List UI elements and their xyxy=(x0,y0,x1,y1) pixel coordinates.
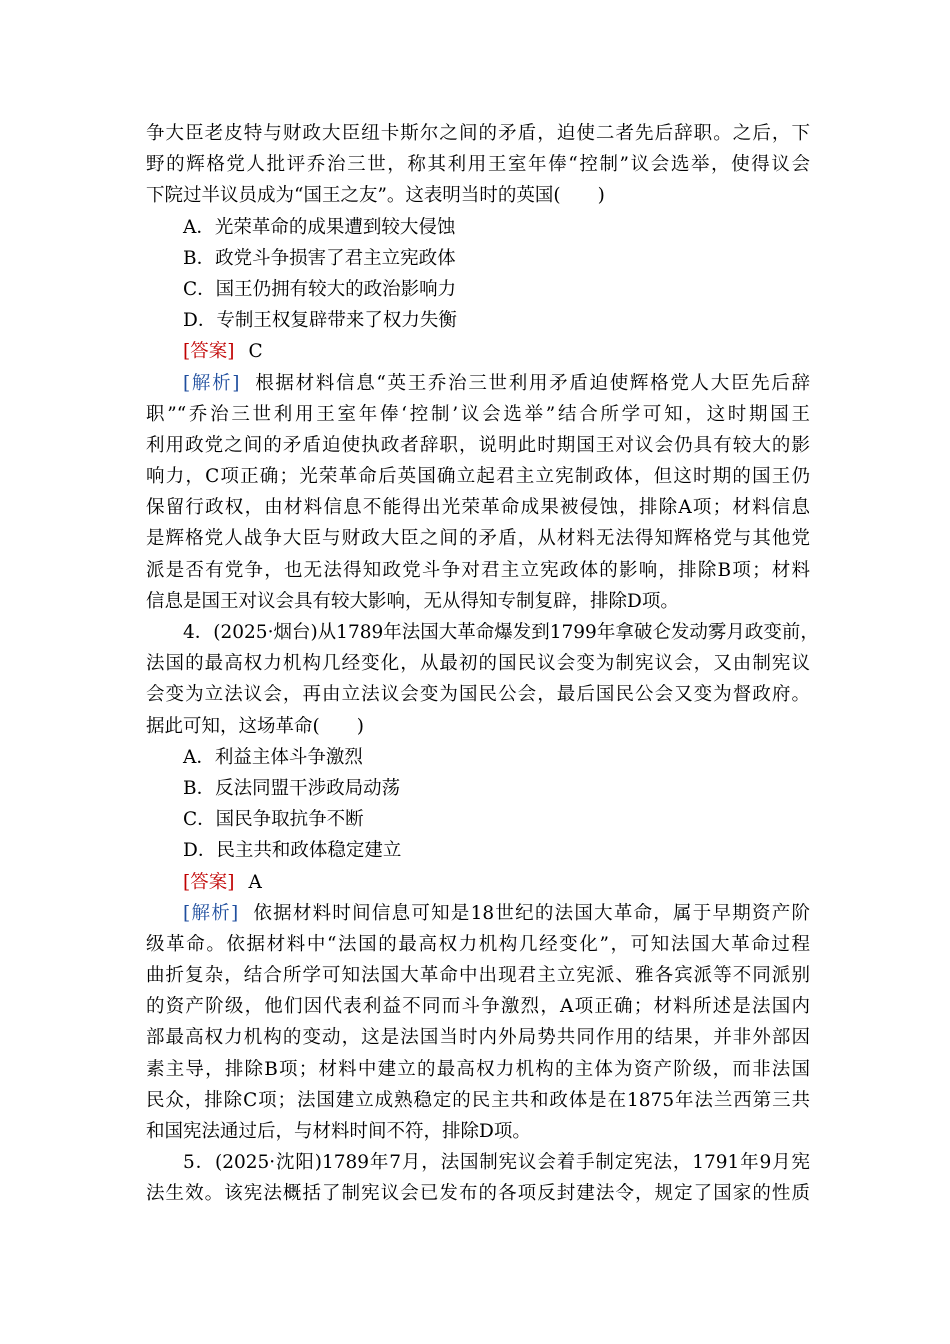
document-page xyxy=(146,118,819,1210)
question-stem-line: 法生效。该宪法概括了制宪议会已发布的各项反封建法令，规定了国家的性质 xyxy=(146,1183,810,1205)
analysis-line: 的资产阶级，他们因代表利益不同而斗争激烈，A项正确；材料所述是法国内 xyxy=(146,996,810,1018)
option-d: D．专制王权复辟带来了权力失衡 xyxy=(183,310,457,332)
question-3 xyxy=(146,118,810,617)
analysis-line: 响力，C项正确；光荣革命后英国确立起君主立宪制政体，但这时期的国王仍 xyxy=(146,466,810,488)
question-stem-line: 法国的最高权力机构几经变化，从最初的国民议会变为制宪议会，又由制宪议 xyxy=(146,653,810,675)
analysis-text: 依据材料时间信息可知是18世纪的法国大革命，属于早期资产阶 xyxy=(252,902,811,924)
question-stem-first: 5．(2025·沈阳)1789年7月，法国制宪议会着手制定宪法，1791年9月宪 xyxy=(183,1152,810,1174)
analysis-line: 职”“乔治三世利用王室年俸‘控制’议会选举”结合所学可知，这时期国王 xyxy=(146,403,810,425)
analysis-line: 部最高权力机构的变动，这是法国当时内外局势共同作用的结果，并非外部因 xyxy=(146,1027,810,1049)
question-stem-first: 4．(2025·烟台)从1789年法国大革命爆发到1799年拿破仑发动雾月政变前， xyxy=(183,622,819,643)
question-4 xyxy=(146,617,819,1147)
question-stem-line: 下院过半议员成为“国王之友”。这表明当时的英国( ) xyxy=(146,185,605,207)
analysis-line: 利用政党之间的矛盾迫使执政者辞职，说明此时期国王对议会仍具有较大的影 xyxy=(146,434,810,456)
analysis-line: 民众，排除C项；法国建立成熟稳定的民主共和政体是在1875年法兰西第三共 xyxy=(146,1089,810,1111)
question-stem-line: 据此可知，这场革命( ) xyxy=(146,715,364,737)
option-c: C．国民争取抗争不断 xyxy=(183,809,364,831)
analysis-line: 信息是国王对议会具有较大影响，无从得知专制复辟，排除D项。 xyxy=(146,590,679,612)
analysis-line: 曲折复杂，结合所学可知法国大革命中出现君主立宪派、雅各宾派等不同派别 xyxy=(146,965,810,987)
analysis-first-line xyxy=(146,368,810,399)
analysis-line: 和国宪法通过后，与材料时间不符，排除D项。 xyxy=(146,1121,531,1142)
option-c: C．国王仍拥有较大的政治影响力 xyxy=(183,278,457,300)
answer-value: C xyxy=(248,341,263,363)
answer-line xyxy=(146,336,810,367)
question-5 xyxy=(146,1147,810,1209)
analysis-tag: [解析] xyxy=(183,902,239,924)
option-b: B．政党斗争损害了君主立宪政体 xyxy=(183,247,456,269)
question-stem-line: 野的辉格党人批评乔治三世，称其利用王室年俸“控制”议会选举，使得议会 xyxy=(146,154,810,176)
answer-line xyxy=(146,867,810,898)
option-a: A．光荣革命的成果遭到较大侵蚀 xyxy=(183,216,456,238)
analysis-line: 是辉格党人战争大臣与财政大臣之间的矛盾，从材料无法得知辉格党与其他党 xyxy=(146,528,810,550)
analysis-line: 保留行政权，由材料信息不能得出光荣革命成果被侵蚀，排除A项；材料信息 xyxy=(146,497,810,519)
question-stem-line: 会变为立法议会，再由立法议会变为国民公会，最后国民公会又变为督政府。 xyxy=(146,684,810,706)
option-a: A．利益主体斗争激烈 xyxy=(183,746,363,768)
answer-value: A xyxy=(248,871,262,893)
answer-tag: [答案] xyxy=(183,341,235,363)
option-b: B．反法同盟干涉政局动荡 xyxy=(183,777,401,799)
option-d: D．民主共和政体稳定建立 xyxy=(183,840,402,862)
analysis-line: 素主导，排除B项；材料中建立的最高权力机构的主体为资产阶级，而非法国 xyxy=(146,1058,810,1080)
question-stem-line: 争大臣老皮特与财政大臣纽卡斯尔之间的矛盾，迫使二者先后辞职。之后，下 xyxy=(146,123,810,144)
analysis-tag: [解析] xyxy=(183,372,240,394)
analysis-line: 级革命。依据材料中“法国的最高权力机构几经变化”，可知法国大革命过程 xyxy=(146,933,810,955)
analysis-first-line xyxy=(146,898,810,929)
analysis-line: 派是否有党争，也无法得知政党斗争对君主立宪政体的影响，排除B项；材料 xyxy=(146,559,810,581)
answer-tag: [答案] xyxy=(183,871,235,893)
analysis-text: 根据材料信息“英王乔治三世利用矛盾迫使辉格党人大臣先后辞 xyxy=(253,372,810,394)
